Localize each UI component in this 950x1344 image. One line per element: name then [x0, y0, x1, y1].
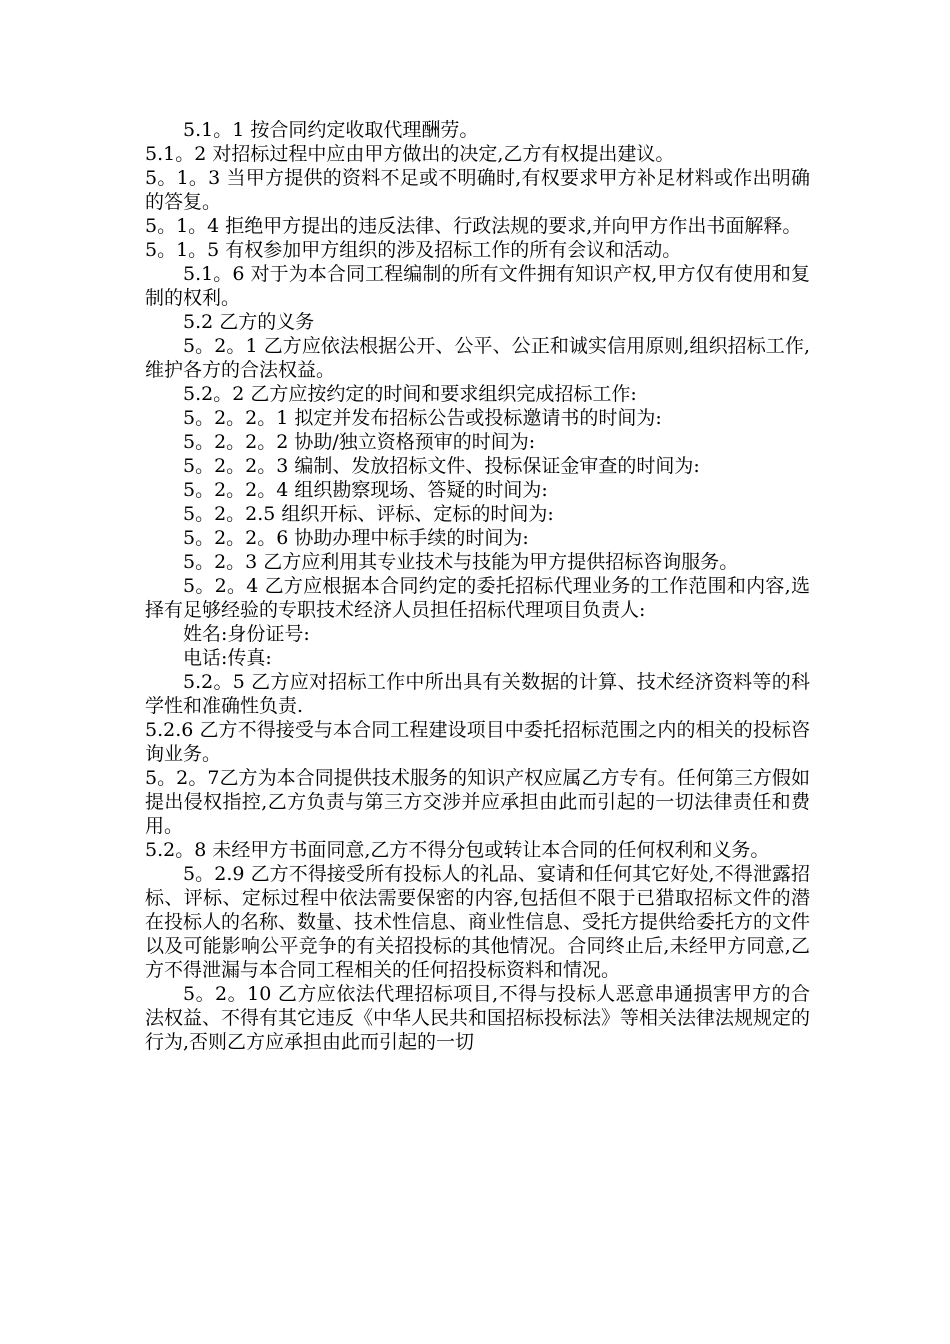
- document-paragraph: 5.2。8 未经甲方书面同意,乙方不得分包或转让本合同的任何权利和义务。: [145, 839, 770, 861]
- document-paragraph: 5.2.6 乙方不得接受与本合同工程建设项目中委托招标范围之内的相关的投标咨询业务。: [145, 719, 810, 765]
- document-paragraph: 5.2 乙方的义务: [183, 311, 315, 333]
- document-paragraph: 5.1。1 按合同约定收取代理酬劳。: [183, 119, 479, 141]
- document-paragraph: 5.1。2 对招标过程中应由甲方做出的决定,乙方有权提出建议。: [145, 143, 675, 165]
- document-paragraph: 5。2。2。1 拟定并发布招标公告或投标邀请书的时间为:: [183, 407, 662, 429]
- document-paragraph: 5.1。6 对于为本合同工程编制的所有文件拥有知识产权,甲方仅有使用和复制的权利。: [145, 263, 810, 309]
- document-paragraph: 姓名:身份证号:: [183, 623, 310, 645]
- document-body: [145, 118, 810, 1054]
- document-paragraph: 5。2。3 乙方应利用其专业技术与技能为甲方提供招标咨询服务。: [183, 551, 739, 573]
- document-paragraph: 电话:传真:: [183, 647, 272, 669]
- document-paragraph: 5。2.9 乙方不得接受所有投标人的礼品、宴请和任何其它好处,不得泄露招标、评标、定标过程中依法需要保密的内容,包括但不限于已猎取招标文件的潜在投标人的名称、数量、技术性信息、商业性信息、受托方提供给委托方的文件以及可能影响公平竞争的有关招投标的其他情况。合同终止后,未经甲方同意,乙方不得泄漏与本合同工程相关的任何招投标资料和情况。: [145, 863, 811, 981]
- document-paragraph: 5.2。5 乙方应对招标工作中所出具有关数据的计算、技术经济资料等的科学性和准确性负责.: [145, 671, 810, 717]
- document-paragraph: 5。2。2。2 协助/独立资格预审的时间为:: [183, 431, 536, 453]
- document-paragraph: 5。2。2.5 组织开标、评标、定标的时间为:: [183, 503, 554, 525]
- document-paragraph: 5。2。2。3 编制、发放招标文件、投标保证金审查的时间为:: [183, 455, 700, 477]
- document-paragraph: 5。1。3 当甲方提供的资料不足或不明确时,有权要求甲方补足材料或作出明确的答复。: [145, 167, 810, 213]
- document-paragraph: 5。2。4 乙方应根据本合同约定的委托招标代理业务的工作范围和内容,选择有足够经验的专职技术经济人员担任招标代理项目负责人:: [145, 575, 810, 621]
- document-paragraph: 5。2。2。4 组织勘察现场、答疑的时间为:: [183, 479, 548, 501]
- document-paragraph: 5。1。5 有权参加甲方组织的涉及招标工作的所有会议和活动。: [145, 239, 682, 261]
- document-paragraph: 5。2。1 乙方应依法根据公开、公平、公正和诚实信用原则,组织招标工作,维护各方的合法权益。: [145, 335, 810, 381]
- document-paragraph: 5.2。2 乙方应按约定的时间和要求组织完成招标工作:: [183, 383, 637, 405]
- document-paragraph: 5。2。2。6 协助办理中标手续的时间为:: [183, 527, 529, 549]
- document-paragraph: 5。1。4 拒绝甲方提出的违反法律、行政法规的要求,并向甲方作出书面解释。: [145, 215, 802, 237]
- document-paragraph: 5。2。10 乙方应依法代理招标项目,不得与投标人恶意串通损害甲方的合法权益、不得有其它违反《中华人民共和国招标投标法》等相关法律法规规定的行为,否则乙方应承担由此而引起的一切: [145, 983, 811, 1053]
- document-paragraph: 5。2。7乙方为本合同提供技术服务的知识产权应属乙方专有。任何第三方假如提出侵权指控,乙方负责与第三方交涉并应承担由此而引起的一切法律责任和费用。: [145, 767, 810, 837]
